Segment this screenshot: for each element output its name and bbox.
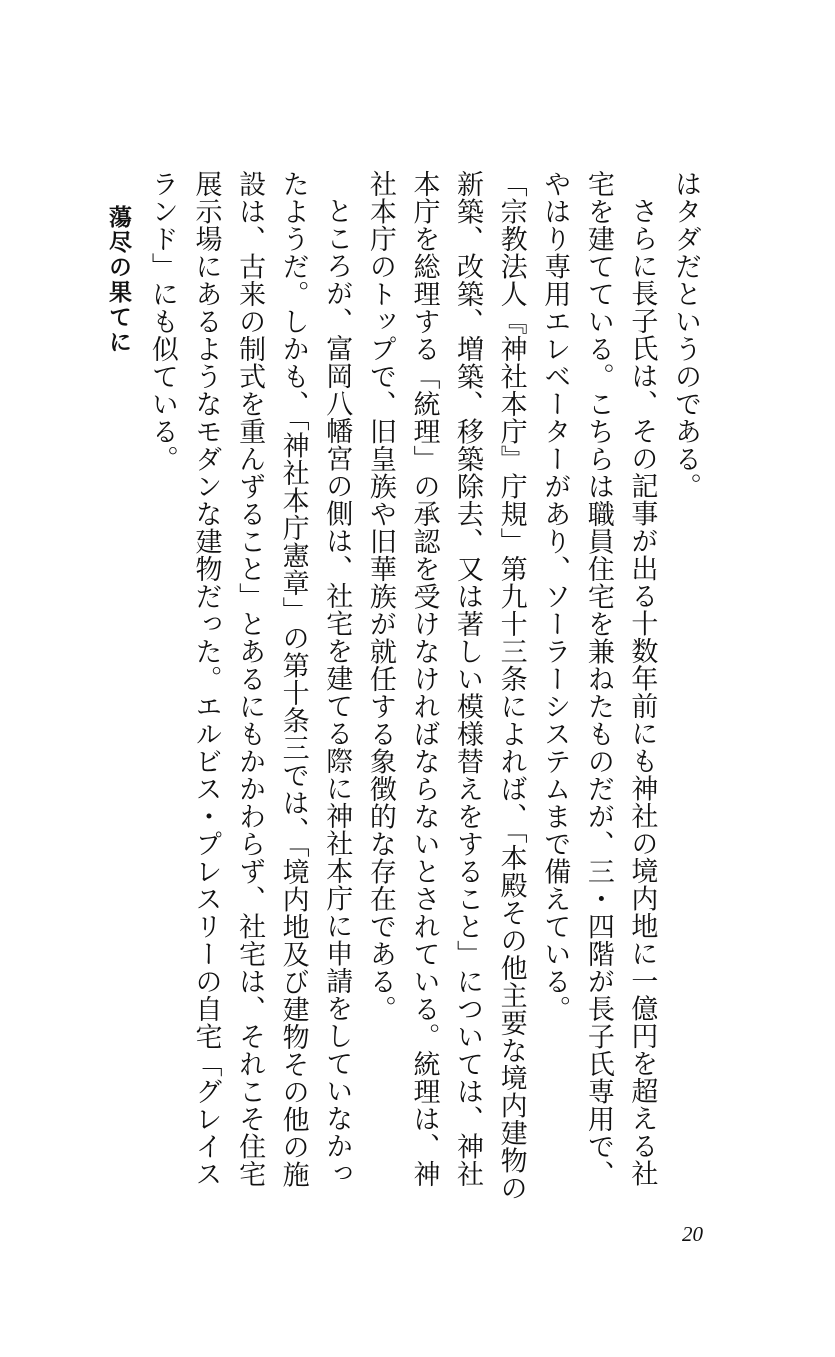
running-head: 蕩尽の果てに xyxy=(105,205,131,355)
paragraph: 「宗教法人『神社本庁』庁規」第九十三条によれば、「本殿その他主要な境内建物の新築、改築、増築、移築除去、又は著しい模様替えをすること」については、神社本庁を総理する「統理」の承認を受けなければならないとされている。統理は、神社本庁のトップで、旧皇族や旧華族が就任する象徴的な存在である。 xyxy=(364,170,527,1202)
body-text xyxy=(147,170,707,1210)
paragraph: ところが、富岡八幡宮の側は、社宅を建てる際に神社本庁に申請をしていなかったようだ。しかも、「神社本庁憲章」の第十条三では、「境内地及び建物その他の施設は、古来の制式を重んずること」とあるにもかかわらず、社宅は、それこそ住宅展示場にあるようなモダンな建物だった。エルビス・プレスリーの自宅「グレイスランド」にも似ている。 xyxy=(146,170,353,1188)
paragraph: さらに長子氏は、その記事が出る十数年前にも神社の境内地に一億円を超える社宅を建てている。こちらは職員住宅を兼ねたものだが、三・四階が長子氏専用で、やはり専用エレベーターがあり、ソーラーシステムまで備えている。 xyxy=(539,170,658,1188)
page-number: 20 xyxy=(682,1222,703,1246)
paragraph-continuation: はタダだというのである。 xyxy=(670,170,701,500)
